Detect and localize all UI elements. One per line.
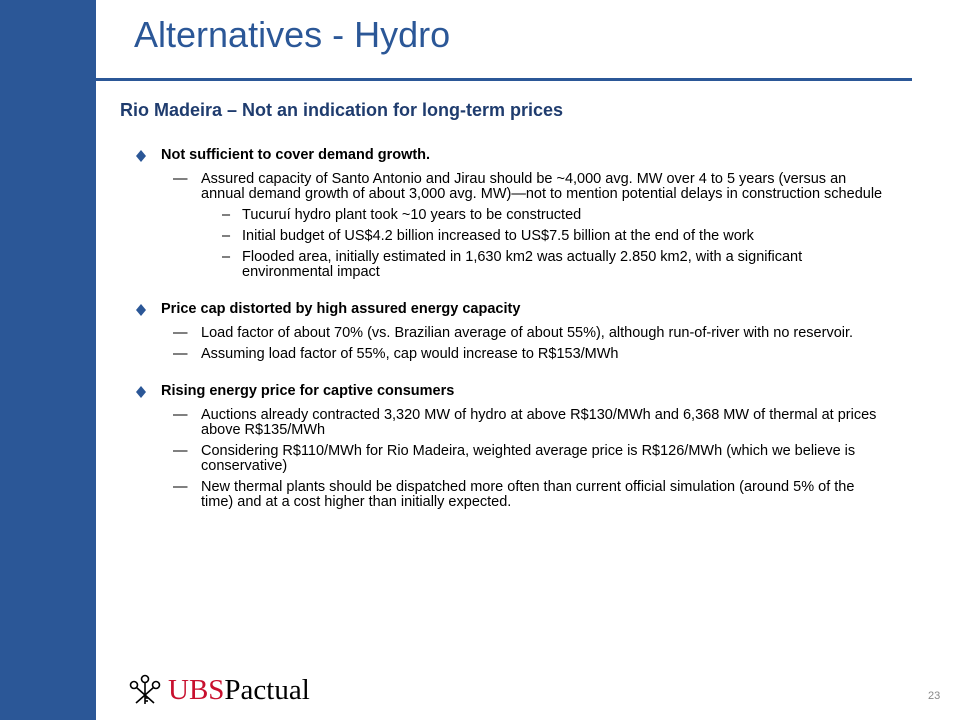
dash-marker: —: [173, 171, 188, 187]
list-item: [120, 444, 890, 474]
subdash-marker: –: [222, 228, 231, 244]
dash-marker: —: [173, 407, 188, 423]
section-heading-text: Price cap distorted by high assured energy capacity: [161, 301, 521, 317]
list-item-text: Auctions already contracted 3,320 MW of hydro at above R$130/MWh and 6,368 MW of thermal at prices above R$135/MWh: [201, 407, 877, 438]
sub-list-item-text: Tucuruí hydro plant took ~10 years to be constructed: [242, 207, 582, 223]
sub-list-item-text: Flooded area, initially estimated in 1,630 km2 was actually 2.850 km2, with a significant environmental impact: [242, 249, 803, 280]
list-item: [120, 326, 890, 341]
title-divider: [34, 78, 912, 81]
subdash-marker: –: [222, 249, 231, 265]
ubs-pactual-logo: [128, 672, 310, 708]
subdash-marker: –: [222, 207, 231, 223]
section-heading: [120, 384, 890, 399]
section-heading: [120, 302, 890, 317]
section-heading: [120, 148, 890, 163]
dash-marker: —: [173, 325, 188, 341]
list-item-text: Load factor of about 70% (vs. Brazilian average of about 55%), although run-of-river with no reservoir.: [201, 325, 854, 341]
sub-list-item: [120, 229, 890, 244]
section-heading-text: Rising energy price for captive consumers: [161, 383, 455, 399]
list-item: [120, 480, 890, 510]
list-item: [120, 408, 890, 438]
list-item-text: Assured capacity of Santo Antonio and Jirau should be ~4,000 avg. MW over 4 to 5 years (versus an annual demand growth of about 3,000 avg. MW)—not to mention potential delays in construction schedule: [201, 171, 883, 202]
logo-ubs-text: UBS: [168, 673, 225, 706]
dash-marker: —: [173, 346, 188, 362]
diamond-bullet-icon: [136, 386, 146, 398]
slide-title: Alternatives - Hydro: [134, 14, 451, 55]
left-sidebar-band: [0, 0, 96, 720]
section-price-cap: [120, 302, 890, 362]
section-demand-growth: [120, 148, 890, 280]
slide-subtitle: Rio Madeira – Not an indication for long-term prices: [120, 100, 564, 120]
diamond-bullet-icon: [136, 150, 146, 162]
page-number: 23: [928, 690, 941, 702]
dash-marker: —: [173, 479, 188, 495]
slide-content: [120, 148, 890, 532]
section-energy-price: [120, 384, 890, 510]
logo-wordmark: [168, 674, 310, 707]
diamond-bullet-icon: [136, 304, 146, 316]
sub-list-item-text: Initial budget of US$4.2 billion increased to US$7.5 billion at the end of the work: [242, 228, 754, 244]
section-heading-text: Not sufficient to cover demand growth.: [161, 147, 431, 163]
list-item-text: New thermal plants should be dispatched more often than current official simulation (around 5% of the time) and at a cost higher than initially expected.: [201, 479, 855, 510]
list-item: [120, 172, 890, 202]
dash-marker: —: [173, 443, 188, 459]
list-item-text: Assuming load factor of 55%, cap would increase to R$153/MWh: [201, 346, 619, 362]
sub-list-item: [120, 208, 890, 223]
logo-pactual-text: Pactual: [224, 673, 310, 706]
list-item: [120, 347, 890, 362]
list-item-text: Considering R$110/MWh for Rio Madeira, weighted average price is R$126/MWh (which we believe is conservative): [201, 443, 856, 474]
three-keys-icon: [128, 674, 162, 706]
sub-list-item: [120, 250, 890, 280]
